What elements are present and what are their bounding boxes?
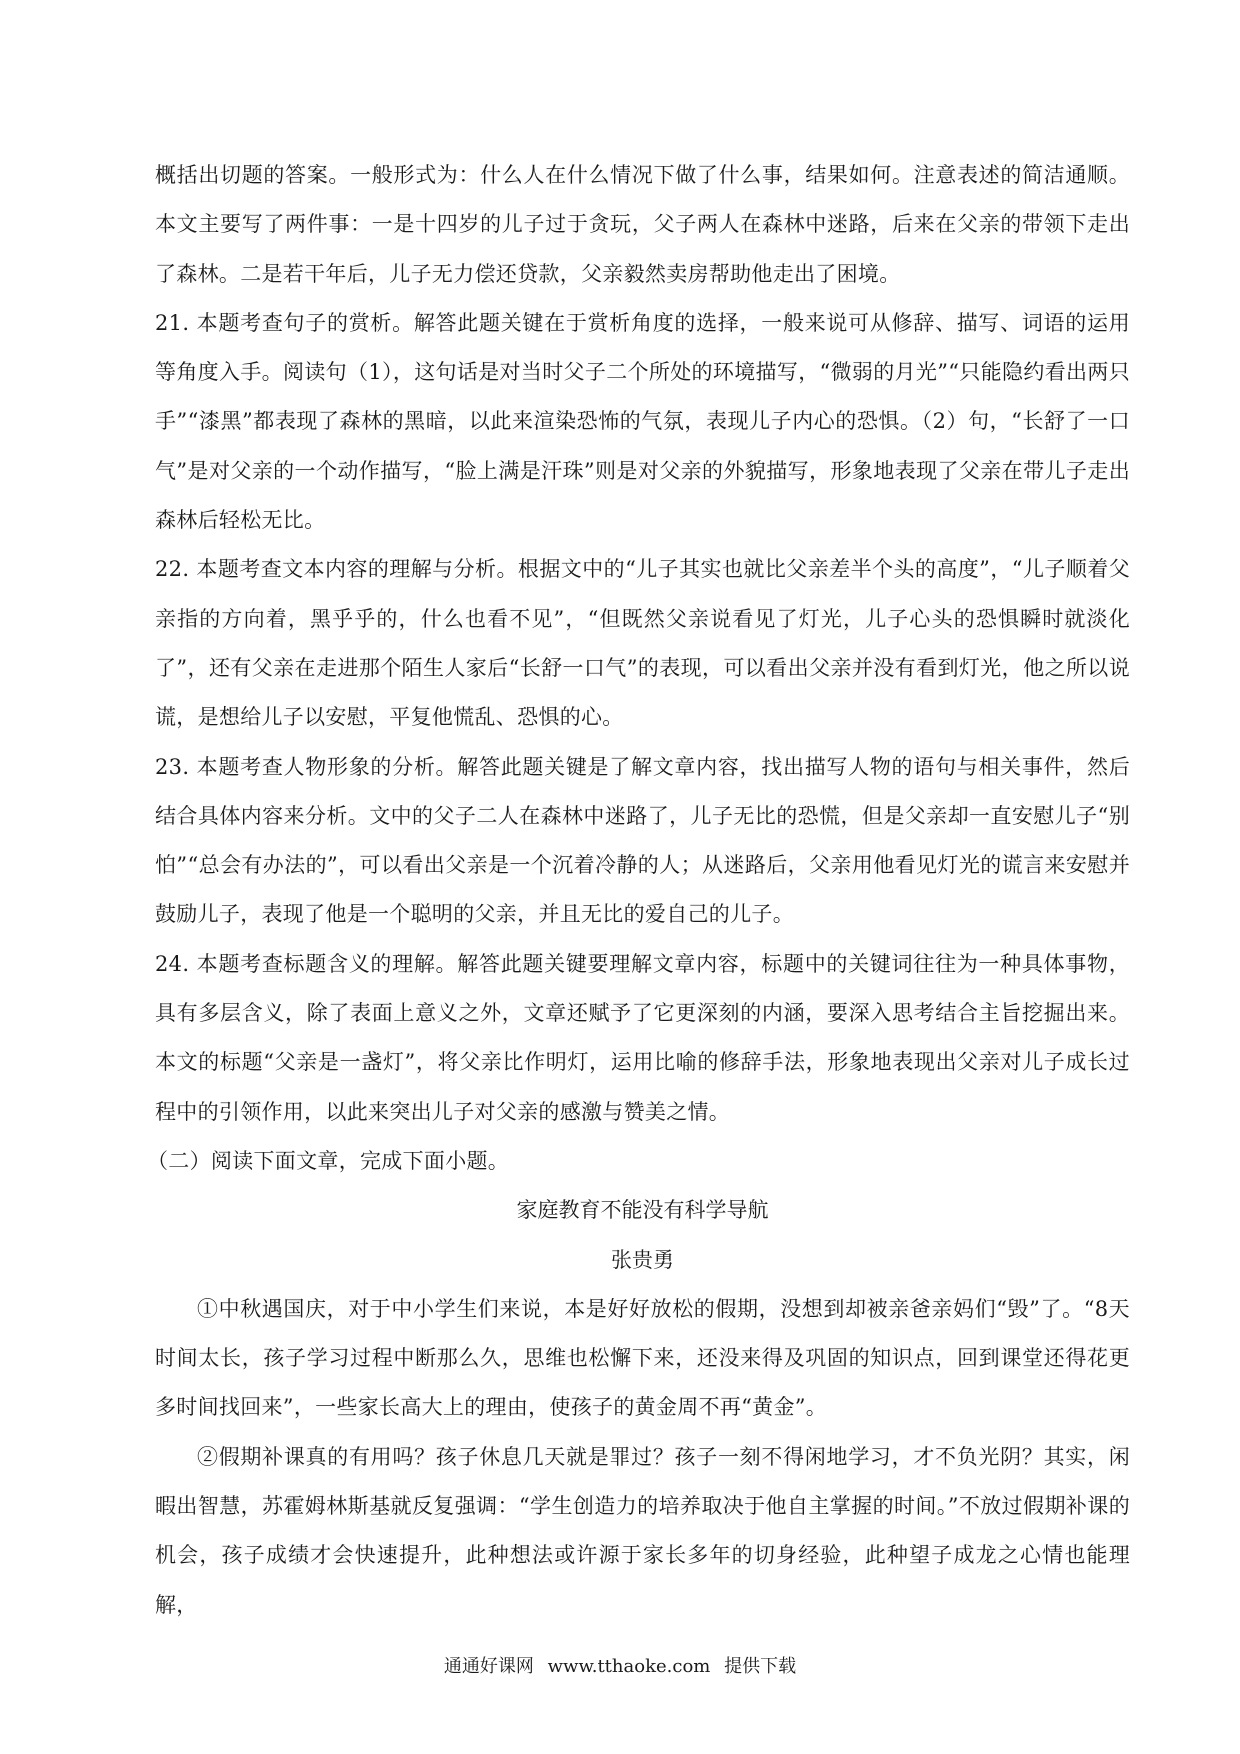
- footer-site-name: 通通好课网: [443, 1656, 534, 1677]
- footer-url[interactable]: www.tthaoke.com: [547, 1656, 711, 1677]
- paragraph-continuation: 概括出切题的答案。一般形式为：什么人在什么情况下做了什么事，结果如何。注意表述的简洁通顺。本文主要写了两件事：一是十四岁的儿子过于贪玩，父子两人在森林中迷路，后来在父亲的带领下走出了森林。二是若干年后，儿子无力偿还贷款，父亲毅然卖房帮助他走出了困境。: [155, 163, 1130, 286]
- article-paragraph-1: ①中秋遇国庆，对于中小学生们来说，本是好好放松的假期，没想到却被亲爸亲妈们“毁”了。“8天时间太长，孩子学习过程中断那么久，思维也松懈下来，还没来得及巩固的知识点，回到课堂还得花更多时间找回来”，一些家长高大上的理由，使孩子的黄金周不再“黄金”。: [155, 1296, 1130, 1420]
- section-heading: （二）阅读下面文章，完成下面小题。: [147, 1148, 510, 1173]
- answer-21: 21. 本题考查句子的赏析。解答此题关键在于赏析角度的选择，一般来说可从修辞、描写、词语的运用等角度入手。阅读句（1），这句话是对当时父子二个所处的环境描写，“微弱的月光”“只能隐约看出两只手”“漆黑”都表现了森林的黑暗，以此来渲染恐怖的气氛，表现儿子内心的恐惧。（2）句，“长舒了一口气”是对父亲的一个动作描写，“脸上满是汗珠”则是对父亲的外貌描写，形象地表现了父亲在带儿子走出森林后轻松无比。: [155, 310, 1130, 533]
- answer-24: 24. 本题考查标题含义的理解。解答此题关键要理解文章内容，标题中的关键词往往为一种具体事物，具有多层含义，除了表面上意义之外，文章还赋予了它更深刻的内涵，要深入思考结合主旨挖掘出来。本文的标题“父亲是一盏灯”，将父亲比作明灯，运用比喻的修辞手法，形象地表现出父亲对儿子成长过程中的引领作用，以此来突出儿子对父亲的感激与赞美之情。: [155, 951, 1130, 1124]
- footer-suffix: 提供下载: [724, 1656, 797, 1677]
- answer-23: 23. 本题考查人物形象的分析。解答此题关键是了解文章内容，找出描写人物的语句与相关事件，然后结合具体内容来分析。文中的父子二人在森林中迷路了，儿子无比的恐慌，但是父亲却一直安慰儿子“别怕”“总会有办法的”，可以看出父亲是一个沉着冷静的人；从迷路后，父亲用他看见灯光的谎言来安慰并鼓励儿子，表现了他是一个聪明的父亲，并且无比的爱自己的儿子。: [155, 754, 1130, 927]
- page-footer: [0, 1655, 1240, 1679]
- article-author: 张贵勇: [611, 1247, 674, 1272]
- document-body: [147, 151, 1130, 1630]
- answer-22: 22. 本题考查文本内容的理解与分析。根据文中的“儿子其实也就比父亲差半个头的高度”，“儿子顺着父亲指的方向着，黑乎乎的，什么也看不见”，“但既然父亲说看见了灯光，儿子心头的恐惧瞬时就淡化了”，还有父亲在走进那个陌生人家后“长舒一口气”的表现，可以看出父亲并没有看到灯光，他之所以说谎，是想给儿子以安慰，平复他慌乱、恐惧的心。: [155, 557, 1130, 730]
- article-title: 家庭教育不能没有科学导航: [516, 1198, 769, 1223]
- article-paragraph-2: ②假期补课真的有用吗？孩子休息几天就是罪过？孩子一刻不得闲地学习，才不负光阴？其实，闲暇出智慧，苏霍姆林斯基就反复强调：“学生创造力的培养取决于他自主掌握的时间。”不放过假期补课的机会，孩子成绩才会快速提升，此种想法或许源于家长多年的切身经验，此种望子成龙之心情也能理解，: [155, 1444, 1130, 1617]
